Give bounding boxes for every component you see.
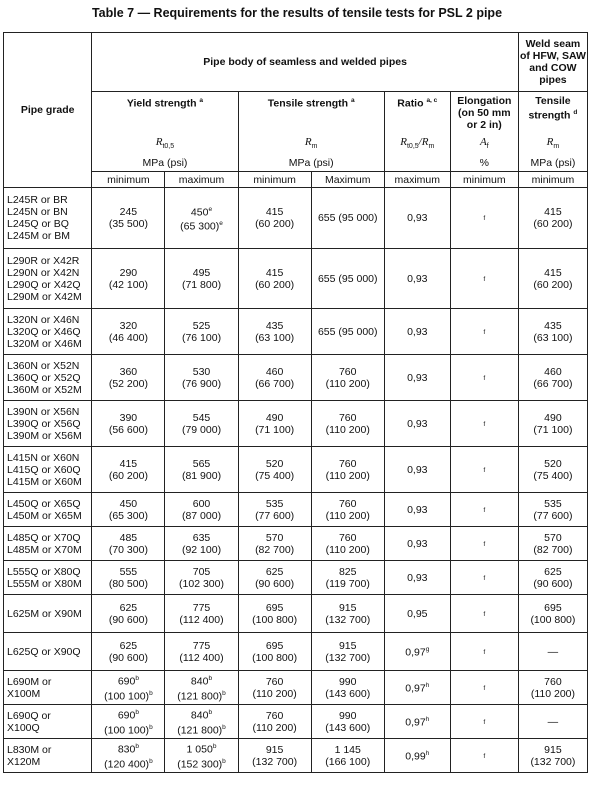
elongation-footnote: f xyxy=(483,540,486,548)
tensile-max-cell: 915 (132 700) xyxy=(311,633,384,671)
yield-min-cell: 555 (80 500) xyxy=(92,561,165,595)
yield-max-psi: (92 100) xyxy=(181,543,222,556)
elongation-footnote: f xyxy=(483,328,486,336)
table-row xyxy=(4,188,588,249)
grade-cell: L245R or BR L245N or BN L245Q or BQ L245M or BM xyxy=(4,188,92,249)
yield-min-cell xyxy=(92,671,165,705)
elongation-cell xyxy=(450,561,518,595)
table-row xyxy=(4,561,588,595)
grade-cell: L390N or X56N L390Q or X56Q L390M or X56M xyxy=(4,401,92,447)
footnote-ref: g xyxy=(425,646,430,654)
yield-max-cell xyxy=(165,705,238,739)
table-row xyxy=(4,493,588,527)
elongation-footnote: f xyxy=(483,420,486,428)
ratio-value: 0,93 xyxy=(407,417,428,430)
weld-tensile-cell: 415 (60 200) xyxy=(518,188,587,249)
yield-min-cell: 245 (35 500) xyxy=(92,188,165,249)
yield-max-psi: (121 800) xyxy=(177,724,223,736)
weld-tensile-cell: 415 (60 200) xyxy=(518,249,587,309)
yield-max-psi: (102 300) xyxy=(179,577,224,590)
col-yield-min: minimum xyxy=(92,172,165,188)
weld-tensile-cell: — xyxy=(518,705,587,739)
elongation-footnote: f xyxy=(483,610,486,618)
ratio-cell xyxy=(384,188,450,249)
tensile-max-cell: 760 (110 200) xyxy=(311,493,384,527)
ratio-cell xyxy=(384,595,450,633)
header-yield-strength xyxy=(92,92,238,134)
tensile-max-cell: 760 (110 200) xyxy=(311,355,384,401)
tensile-min-cell: 570 (82 700) xyxy=(238,527,311,561)
yield-max-value: 530 xyxy=(192,365,211,378)
weld-tensile-cell: 520 (75 400) xyxy=(518,447,587,493)
footnote-ref: b xyxy=(149,689,153,697)
elongation-footnote: f xyxy=(483,648,486,656)
elongation-cell xyxy=(450,671,518,705)
yield-max-psi: (112 400) xyxy=(179,651,224,664)
yield-min-cell xyxy=(92,705,165,739)
tensile-min-cell: 915 (132 700) xyxy=(238,739,311,773)
ratio-cell xyxy=(384,401,450,447)
ratio-cell xyxy=(384,249,450,309)
ratio-label: Ratio xyxy=(397,97,424,110)
elongation-cell xyxy=(450,595,518,633)
yield-min-cell: 360 (52 200) xyxy=(92,355,165,401)
yield-min-psi: (120 400) xyxy=(104,758,150,770)
yield-min-psi: (100 100) xyxy=(104,724,150,736)
tensile-max-cell: 990 (143 600) xyxy=(311,705,384,739)
yield-max-cell xyxy=(165,188,238,249)
elongation-cell xyxy=(450,309,518,355)
yield-max-psi: (79 000) xyxy=(181,423,222,436)
tensile-max-cell: 915 (132 700) xyxy=(311,595,384,633)
ratio-cell xyxy=(384,355,450,401)
tensile-max-cell: 990 (143 600) xyxy=(311,671,384,705)
yield-min-cell: 625 (90 600) xyxy=(92,633,165,671)
footnote-ref: h xyxy=(425,750,430,758)
elongation-footnote: f xyxy=(483,506,486,514)
symbol-yield: $R_{t0,5}$ xyxy=(92,134,238,156)
yield-max-psi: (76 900) xyxy=(181,377,222,390)
elongation-cell xyxy=(450,188,518,249)
yield-max-cell xyxy=(165,249,238,309)
ratio-cell xyxy=(384,527,450,561)
yield-max-cell xyxy=(165,633,238,671)
table-row xyxy=(4,671,588,705)
footnote-ref: b xyxy=(222,689,226,697)
yield-max-cell xyxy=(165,401,238,447)
yield-max-cell xyxy=(165,561,238,595)
table-row xyxy=(4,705,588,739)
unit-weld: MPa (psi) xyxy=(518,156,587,172)
elongation-cell xyxy=(450,527,518,561)
yield-strength-label: Yield strength xyxy=(126,97,197,110)
tensile-min-cell: 695 (100 800) xyxy=(238,633,311,671)
ratio-value: 0,93 xyxy=(407,571,428,584)
elongation-footnote: f xyxy=(483,215,486,222)
table-body xyxy=(4,188,588,773)
yield-min-cell: 625 (90 600) xyxy=(92,595,165,633)
grade-cell: L320N or X46N L320Q or X46Q L320M or X46M xyxy=(4,309,92,355)
elongation-cell xyxy=(450,705,518,739)
table-row xyxy=(4,355,588,401)
yield-max-value: 565 xyxy=(192,457,211,470)
grade-cell: L625M or X90M xyxy=(4,595,92,633)
ratio-value: 0,93 xyxy=(407,371,428,384)
elongation-footnote: f xyxy=(483,466,486,474)
yield-max-value: 495 xyxy=(192,266,211,279)
weld-tensile-cell: 760 (110 200) xyxy=(518,671,587,705)
ratio-cell xyxy=(384,671,450,705)
tensile-max-cell: 1 145 (166 100) xyxy=(311,739,384,773)
tensile-min-cell: 520 (75 400) xyxy=(238,447,311,493)
yield-max-value: 545 xyxy=(192,411,211,424)
ratio-value: 0,93 xyxy=(407,325,428,338)
tensile-requirements-table xyxy=(3,32,588,773)
yield-max-cell xyxy=(165,355,238,401)
yield-max-cell xyxy=(165,309,238,355)
weld-tensile-cell: 460 (66 700) xyxy=(518,355,587,401)
weld-tensile-cell: 490 (71 100) xyxy=(518,401,587,447)
yield-min-value: 690 xyxy=(117,675,136,688)
tensile-min-cell: 460 (66 700) xyxy=(238,355,311,401)
tensile-max-cell: 760 (110 200) xyxy=(311,447,384,493)
footnote-ref: h xyxy=(425,682,430,690)
col-ratio-max: maximum xyxy=(384,172,450,188)
ratio-value: 0,93 xyxy=(407,212,428,224)
header-tensile-strength xyxy=(238,92,384,134)
col-tensile-max: Maximum xyxy=(311,172,384,188)
grade-cell: L360N or X52N L360Q or X52Q L360M or X52M xyxy=(4,355,92,401)
grade-cell: L555Q or X80Q L555M or X80M xyxy=(4,561,92,595)
footnote-ref: b xyxy=(208,675,213,682)
elongation-cell xyxy=(450,447,518,493)
weld-tensile-cell: 625 (90 600) xyxy=(518,561,587,595)
ratio-note: a, c xyxy=(426,97,438,104)
ratio-value: 0,93 xyxy=(407,272,428,285)
col-yield-max: maximum xyxy=(165,172,238,188)
elongation-cell xyxy=(450,401,518,447)
symbol-weld: $R_m$ xyxy=(518,134,587,156)
grade-cell: L690M or X100M xyxy=(4,671,92,705)
yield-max-psi: (71 800) xyxy=(181,278,222,291)
yield-max-cell xyxy=(165,447,238,493)
tensile-max-cell: 760 (110 200) xyxy=(311,401,384,447)
footnote-ref: e xyxy=(219,220,223,227)
col-tensile-min: minimum xyxy=(238,172,311,188)
elongation-cell xyxy=(450,739,518,773)
ratio-cell xyxy=(384,739,450,773)
header-elongation: Elongation (on 50 mm or 2 in) xyxy=(450,92,518,134)
tensile-min-cell: 695 (100 800) xyxy=(238,595,311,633)
elongation-cell xyxy=(450,355,518,401)
symbol-tensile: $R_m$ xyxy=(238,134,384,156)
yield-max-psi: (152 300) xyxy=(177,758,223,770)
footnote-ref: b xyxy=(135,675,139,682)
footnote-ref: b xyxy=(149,723,153,731)
yield-max-cell xyxy=(165,739,238,773)
tensile-min-cell: 760 (110 200) xyxy=(238,671,311,705)
weld-tensile-note: d xyxy=(573,109,578,116)
header-pipe-body: Pipe body of seamless and welded pipes xyxy=(92,33,519,92)
ratio-value: 0,93 xyxy=(407,463,428,476)
table-row xyxy=(4,309,588,355)
tensile-min-cell: 625 (90 600) xyxy=(238,561,311,595)
ratio-cell xyxy=(384,309,450,355)
weld-tensile-cell: 435 (63 100) xyxy=(518,309,587,355)
yield-max-psi: (81 900) xyxy=(181,469,222,482)
unit-ratio xyxy=(384,156,450,172)
table-title: Table 7 — Requirements for the results of tensile tests for PSL 2 pipe xyxy=(91,6,503,20)
grade-cell: L450Q or X65Q L450M or X65M xyxy=(4,493,92,527)
tensile-min-cell: 415 (60 200) xyxy=(238,188,311,249)
footnote-ref: b xyxy=(212,743,217,750)
col-weld-min: minimum xyxy=(518,172,587,188)
table-row xyxy=(4,447,588,493)
ratio-value: 0,93 xyxy=(407,537,428,550)
yield-max-value: 600 xyxy=(192,497,211,510)
footnote-ref: h xyxy=(425,716,430,724)
tensile-max-cell: 655 (95 000) xyxy=(311,309,384,355)
table-row xyxy=(4,401,588,447)
ratio-value: 0,97 xyxy=(405,646,426,659)
symbol-ratio: $R_{t0,5}/R_m$ xyxy=(384,134,450,156)
elongation-cell xyxy=(450,633,518,671)
yield-max-value: 450 xyxy=(190,206,209,218)
weld-tensile-cell: 535 (77 600) xyxy=(518,493,587,527)
unit-elongation: % xyxy=(450,156,518,172)
yield-max-value: 840 xyxy=(190,709,209,722)
table-row xyxy=(4,633,588,671)
yield-min-psi: (100 100) xyxy=(104,690,150,702)
weld-tensile-cell: 915 (132 700) xyxy=(518,739,587,773)
ratio-value: 0,97 xyxy=(405,716,426,729)
yield-min-cell: 390 (56 600) xyxy=(92,401,165,447)
elongation-footnote: f xyxy=(483,684,486,692)
tensile-min-cell: 415 (60 200) xyxy=(238,249,311,309)
yield-max-value: 635 xyxy=(192,531,211,544)
ratio-value: 0,93 xyxy=(407,503,428,516)
header-pipe-grade: Pipe grade xyxy=(4,33,92,188)
grade-cell: L290R or X42R L290N or X42N L290Q or X42Q L290M or X42M xyxy=(4,249,92,309)
yield-min-value: 690 xyxy=(117,709,136,722)
yield-min-cell: 415 (60 200) xyxy=(92,447,165,493)
unit-yield: MPa (psi) xyxy=(92,156,238,172)
yield-max-cell xyxy=(165,493,238,527)
footnote-ref: b xyxy=(149,757,153,765)
yield-max-value: 705 xyxy=(192,565,211,578)
yield-max-cell xyxy=(165,595,238,633)
footnote-ref: e xyxy=(208,205,213,213)
col-elongation-min: minimum xyxy=(450,172,518,188)
weld-tensile-cell: 570 (82 700) xyxy=(518,527,587,561)
ratio-cell xyxy=(384,705,450,739)
grade-cell: L830M or X120M xyxy=(4,739,92,773)
symbol-elongation: $A_f$ xyxy=(450,134,518,156)
yield-max-psi: (76 100) xyxy=(181,331,222,344)
grade-cell: L415N or X60N L415Q or X60Q L415M or X60M xyxy=(4,447,92,493)
yield-min-value: 830 xyxy=(117,743,136,756)
tensile-max-cell: 825 (119 700) xyxy=(311,561,384,595)
elongation-footnote: f xyxy=(483,718,486,726)
elongation-cell xyxy=(450,493,518,527)
table-row xyxy=(4,249,588,309)
weld-tensile-label: Tensile strength xyxy=(528,95,571,122)
header-weld-tensile xyxy=(518,92,587,134)
tensile-strength-label: Tensile strength xyxy=(267,97,349,110)
grade-cell: L690Q or X100Q xyxy=(4,705,92,739)
yield-max-cell xyxy=(165,527,238,561)
weld-tensile-cell: — xyxy=(518,633,587,671)
elongation-footnote: f xyxy=(483,752,486,760)
yield-min-cell: 320 (46 400) xyxy=(92,309,165,355)
elongation-footnote: f xyxy=(483,275,486,283)
ratio-cell xyxy=(384,447,450,493)
yield-max-value: 775 xyxy=(192,639,211,652)
ratio-value: 0,99 xyxy=(405,750,426,763)
grade-cell: L485Q or X70Q L485M or X70M xyxy=(4,527,92,561)
table-row xyxy=(4,595,588,633)
ratio-cell xyxy=(384,561,450,595)
yield-max-psi: (112 400) xyxy=(179,613,224,626)
footnote-ref: b xyxy=(222,757,226,765)
table-row xyxy=(4,739,588,773)
ratio-value: 0,95 xyxy=(407,607,428,620)
yield-max-value: 840 xyxy=(190,675,209,688)
footnote-ref: b xyxy=(222,723,226,731)
yield-max-cell xyxy=(165,671,238,705)
tensile-max-cell: 655 (95 000) xyxy=(311,249,384,309)
unit-tensile: MPa (psi) xyxy=(238,156,384,172)
yield-min-cell: 290 (42 100) xyxy=(92,249,165,309)
yield-min-cell: 485 (70 300) xyxy=(92,527,165,561)
ratio-cell xyxy=(384,633,450,671)
yield-min-cell xyxy=(92,739,165,773)
tensile-max-cell: 655 (95 000) xyxy=(311,188,384,249)
ratio-cell xyxy=(384,493,450,527)
tensile-max-cell: 760 (110 200) xyxy=(311,527,384,561)
header-weld-seam: Weld seam of HFW, SAW and COW pipes xyxy=(518,33,587,92)
grade-cell: L625Q or X90Q xyxy=(4,633,92,671)
ratio-value: 0,97 xyxy=(405,682,426,695)
footnote-ref: b xyxy=(135,709,139,716)
tensile-min-cell: 435 (63 100) xyxy=(238,309,311,355)
elongation-cell xyxy=(450,249,518,309)
yield-max-psi: (65 300) xyxy=(180,220,220,233)
tensile-strength-note: a xyxy=(350,97,355,104)
yield-max-value: 525 xyxy=(192,319,211,332)
weld-tensile-cell: 695 (100 800) xyxy=(518,595,587,633)
table-row xyxy=(4,527,588,561)
yield-max-value: 1 050 xyxy=(186,743,213,756)
yield-strength-note: a xyxy=(199,97,204,104)
tensile-min-cell: 760 (110 200) xyxy=(238,705,311,739)
footnote-ref: b xyxy=(135,743,139,750)
yield-min-cell: 450 (65 300) xyxy=(92,493,165,527)
tensile-min-cell: 490 (71 100) xyxy=(238,401,311,447)
tensile-min-cell: 535 (77 600) xyxy=(238,493,311,527)
elongation-footnote: f xyxy=(483,574,486,582)
elongation-footnote: f xyxy=(483,374,486,382)
footnote-ref: b xyxy=(208,709,213,716)
yield-max-psi: (87 000) xyxy=(181,509,222,522)
yield-max-value: 775 xyxy=(192,601,211,614)
yield-max-psi: (121 800) xyxy=(177,690,223,702)
header-ratio xyxy=(384,92,450,134)
